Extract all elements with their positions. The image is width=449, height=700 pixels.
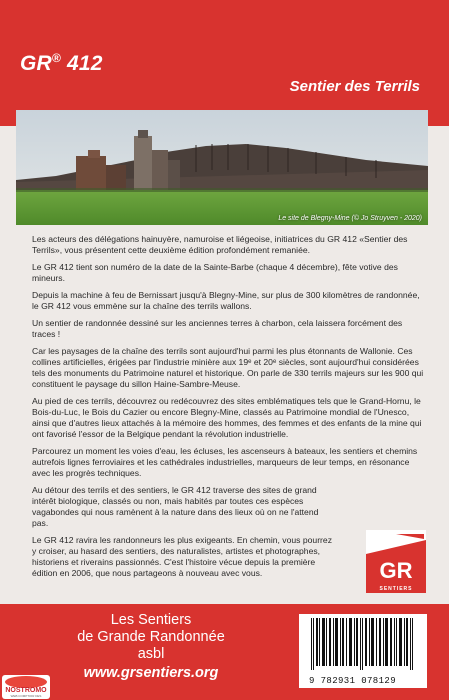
title-registered-mark: ®: [51, 51, 61, 65]
publisher-line-3: asbl: [137, 646, 165, 662]
isbn-barcode: [299, 614, 427, 688]
gr-logo-letters: GR: [379, 558, 413, 583]
gr-sentiers-logo: [366, 530, 426, 594]
paragraph-9: Le GR 412 ravira les randonneurs les plus exigeants. En chemin, vous pourrez y croiser, au hasard des sentiers, des naturalistes, artistes et photographes, historiens et riverains passionnés. C'est l'histoire vécue depuis la première édition en 2006, que nous partageons à nouveau avec vous.: [32, 535, 332, 578]
shop-name: NOSTROMO: [5, 687, 47, 694]
publisher-line-2: de Grande Randonnée: [77, 629, 225, 645]
paragraph-7: Parcourez un moment les voies d'eau, les écluses, les ascenseurs à bateaux, les sentiers et chemins autrefois lignes ferroviaires et les cathédrales industrielles, marqueurs de leur temps, en résonance avec les progrès techniques.: [32, 446, 418, 478]
paragraph-1: Les acteurs des délégations hainuyère, namuroise et liégeoise, initiatrices du GR 412 «Sentier des Terrils», vous présentent cette deuxième édition profondément remaniée.: [32, 234, 408, 255]
cover-title: [20, 52, 103, 76]
publisher-line-1: Les Sentiers: [110, 612, 192, 628]
shop-tagline: WEB COMPTOIR DES VOYAGEURS: [10, 694, 42, 700]
photo-illustration: [16, 110, 428, 225]
cover-subtitle: Sentier des Terrils: [289, 78, 420, 95]
paragraph-5: [32, 346, 424, 390]
gr-logo-label: SENTIERS: [366, 585, 426, 593]
photo-caption: Le site de Blegny-Mine (© Jo Struyven - 2020): [278, 215, 422, 222]
paragraph-5-part-a: Car les paysages de la chaîne des terrils sont aujourd'hui parmi les plus étonnants de Wallonie. Ces collines artificielles, érigées par l'industrie minière aux 19: [32, 346, 413, 367]
isbn-number: 9 782931 078129: [309, 676, 397, 686]
title-number: 412: [60, 52, 103, 75]
paragraph-3: Depuis la machine à feu de Bernissart jusqu'à Blegny-Mine, sur plus de 300 kilomètres de randonnée, le GR 412 vous emmène sur la chaîne des terrils wallons.: [32, 290, 420, 311]
website-link[interactable]: www.grsentiers.org: [83, 665, 219, 681]
publisher-name: [26, 612, 276, 663]
gr-logo-mark: [366, 530, 426, 586]
century-sup-1: e: [248, 359, 252, 365]
paragraph-6: Au pied de ces terrils, découvrez ou redécouvrez des sites emblématiques tels que le Grand-Hornu, le Bois-du-Luc, le Bois du Cazier ou encore Blegny-Mine, classés au Patrimoine mondial de l'Unesco, ainsi que d'autres lieux attachés à la mémoire des hommes, des femmes et des enfants de la mine qui ont favorisé l'essor de la Belgique pendant la révolution industrielle.: [32, 396, 422, 439]
paragraph-4: Un sentier de randonnée dessiné sur les anciennes terres à charbon, cela laissera forcément des traces !: [32, 318, 403, 339]
title-gr: GR: [20, 52, 52, 75]
century-sup-2: e: [272, 359, 277, 365]
paragraph-5-part-c: siècles, sont aujourd'hui considérées tels des monuments du Patrimoine naturel et historique. On parle de 330 terrils majeurs sur les 900 qui constituent le paysage du sillon Haine-Sambre-Meuse.: [32, 357, 424, 389]
paragraph-2: Le GR 412 tient son numéro de la date de la Sainte-Barbe (chaque 4 décembre), fête votive des mineurs.: [32, 262, 398, 283]
paragraph-8: Au détour des terrils et des sentiers, le GR 412 traverse des sites de grand intérêt biologique, classés ou non, mais habités par toutes ces espèces vagabondes qui nous ramènent à la nature dans des lieux où on ne l'attend pas.: [32, 485, 319, 528]
barcode-bars: [309, 618, 419, 670]
nostromo-shop-logo: [2, 675, 50, 699]
paragraph-5-part-b: et 20: [251, 357, 273, 367]
landscape-photo: [16, 110, 428, 225]
